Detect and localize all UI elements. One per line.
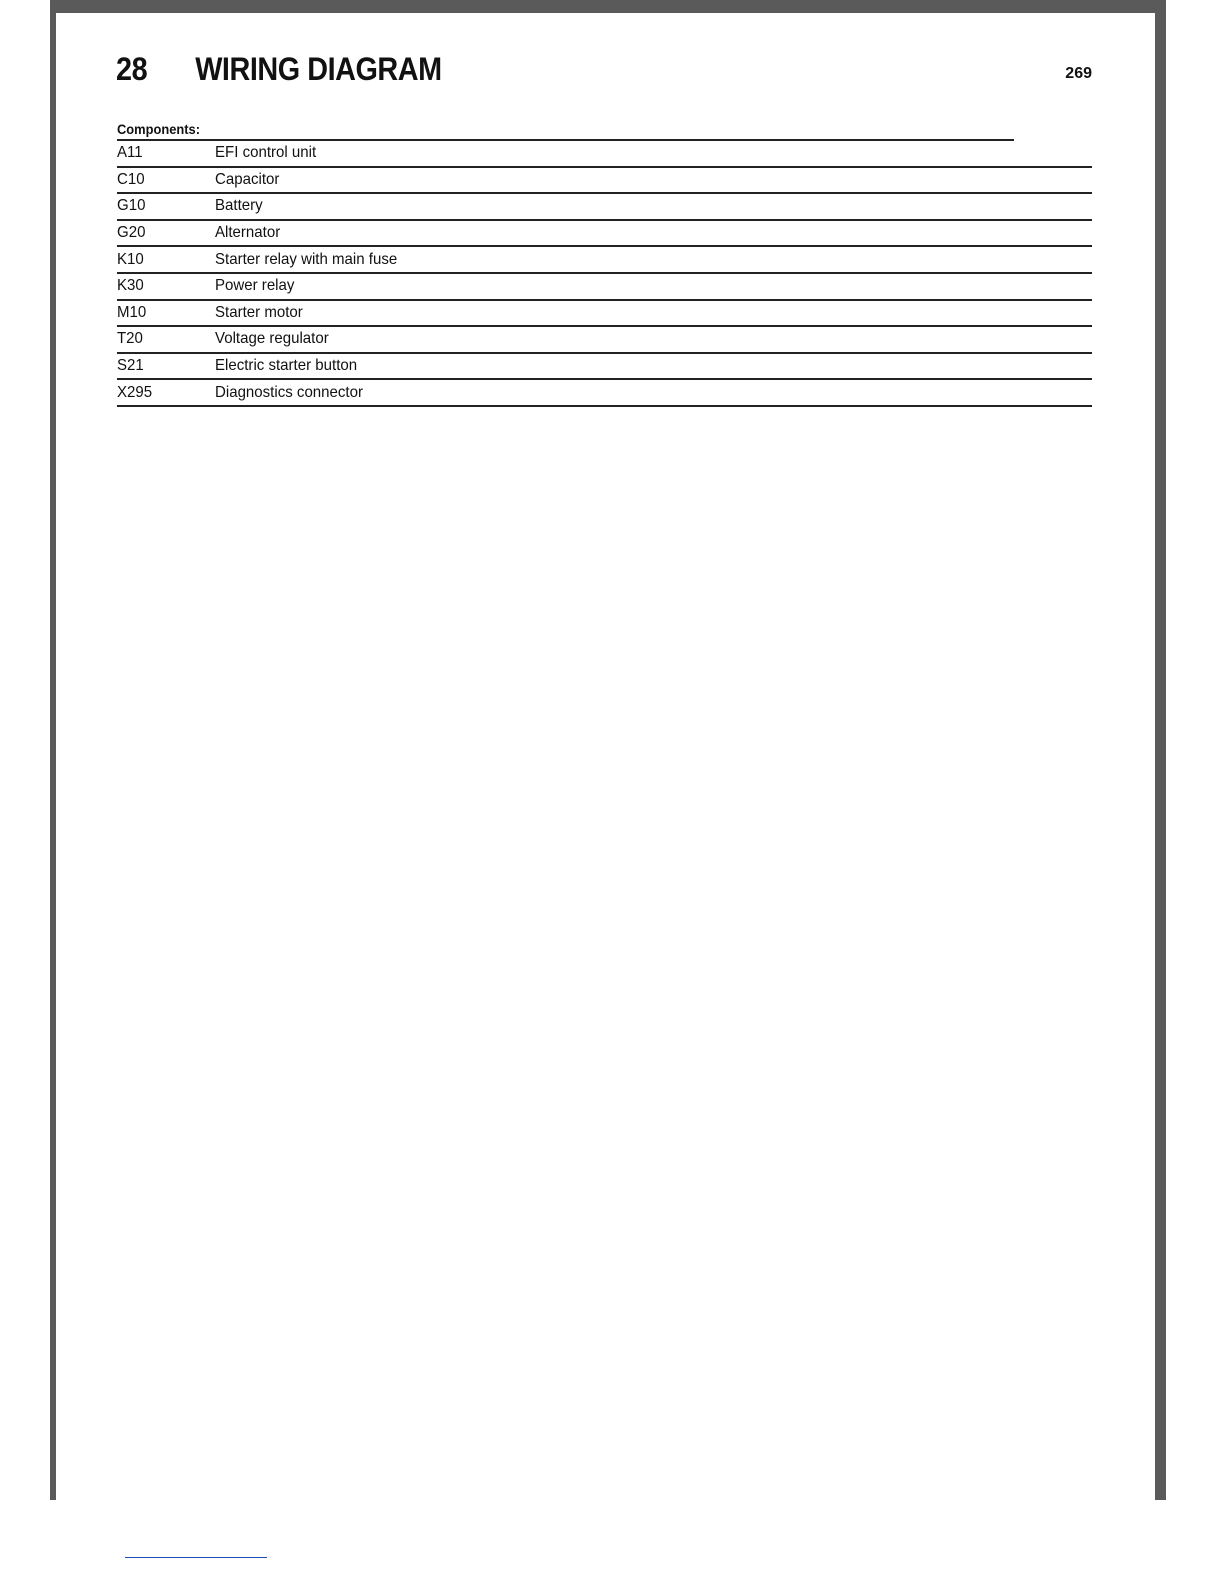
component-code: G10: [117, 197, 146, 215]
table-row: [117, 327, 1092, 354]
component-description: Capacitor: [215, 170, 280, 188]
table-row: [117, 274, 1092, 301]
component-description: EFI control unit: [215, 144, 317, 162]
table-row: [117, 301, 1092, 328]
link-underline[interactable]: [125, 1557, 267, 1558]
chapter-title: WIRING DIAGRAM: [195, 51, 442, 87]
page-title: [116, 50, 442, 88]
component-code: K10: [117, 250, 144, 268]
components-table: [117, 119, 1092, 407]
table-row: [117, 221, 1092, 248]
page-number: 269: [1065, 65, 1092, 82]
component-description: Battery: [215, 197, 263, 215]
component-description: Power relay: [215, 277, 295, 295]
table-row: [117, 194, 1092, 221]
component-code: M10: [117, 303, 147, 321]
table-row: [117, 141, 1092, 168]
component-code: X295: [117, 383, 153, 401]
component-description: Alternator: [215, 224, 281, 242]
table-row: [117, 247, 1092, 274]
component-code: K30: [117, 277, 144, 295]
component-description: Electric starter button: [215, 357, 358, 375]
component-code: C10: [117, 170, 145, 188]
component-description: Starter relay with main fuse: [215, 250, 398, 268]
component-description: Voltage regulator: [215, 330, 329, 348]
component-description: Starter motor: [215, 303, 303, 321]
chapter-number: 28: [116, 51, 148, 87]
table-row: [117, 380, 1092, 407]
table-row: [117, 354, 1092, 381]
component-code: G20: [117, 224, 146, 242]
component-code: S21: [117, 357, 144, 375]
components-label: Components:: [117, 119, 1014, 141]
component-code: T20: [117, 330, 143, 348]
table-row: [117, 168, 1092, 195]
component-description: Diagnostics connector: [215, 383, 363, 401]
component-code: A11: [117, 144, 143, 162]
